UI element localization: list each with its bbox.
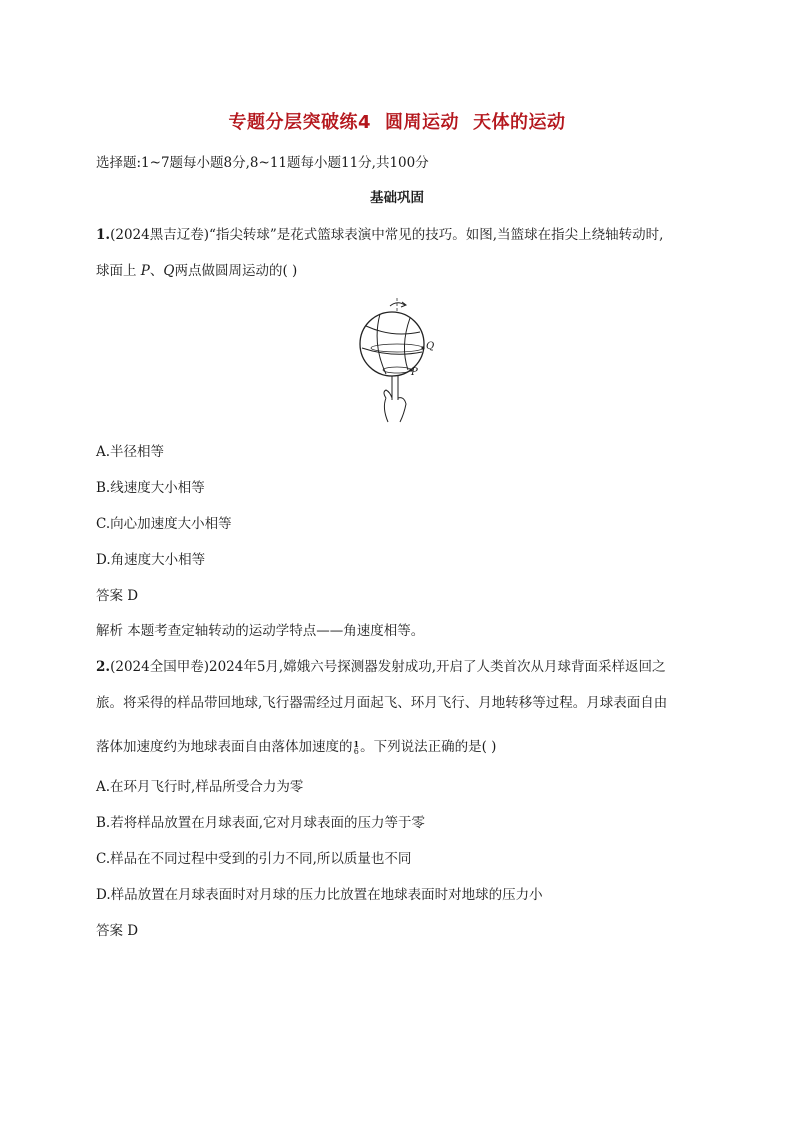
q2-option-a: A.在环月飞行时,样品所受合力为零: [96, 779, 304, 795]
q2-stem-text-3a: 落体加速度约为地球表面自由落体加速度的: [96, 739, 353, 755]
hand: [384, 390, 406, 422]
q2-option-c: C.样品在不同过程中受到的引力不同,所以质量也不同: [96, 851, 412, 867]
q1-option-c: C.向心加速度大小相等: [96, 516, 232, 532]
page-title: [0, 108, 794, 134]
finger: [392, 376, 398, 400]
basketball-spin-figure: [352, 296, 442, 424]
fraction-numerator: 1: [353, 738, 360, 749]
var-q: Q: [163, 263, 175, 279]
title-part-3: 天体的运动: [473, 112, 566, 133]
q2-stem-line-2: 旅。将采得的样品带回地球,飞行器需经过月面起飞、环月飞行、月地转移等过程。月球表面自由: [96, 695, 668, 711]
q1-stem-text-2a: 球面上: [96, 263, 141, 279]
fraction-denominator: 6: [353, 746, 359, 756]
q1-stem-text-1: (2024黑吉辽卷)“指尖转球”是花式篮球表演中常见的技巧。如图,当篮球在指尖上绕轴转动时,: [110, 227, 664, 243]
q1-option-d: D.角速度大小相等: [96, 552, 206, 568]
q2-stem-line-3: [96, 738, 496, 756]
label-p: P: [411, 367, 418, 378]
q2-option-b: B.若将样品放置在月球表面,它对月球表面的压力等于零: [96, 815, 426, 831]
q2-option-d: D.样品放置在月球表面时对月球的压力比放置在地球表面时对地球的压力小: [96, 887, 543, 903]
q2-stem-text-3b: 。下列说法正确的是( ): [360, 739, 497, 755]
q1-number: 1.: [96, 227, 111, 243]
label-q: Q: [426, 341, 435, 352]
q1-option-b: B.线速度大小相等: [96, 480, 205, 496]
rotation-arrow: [390, 303, 405, 306]
q1-stem-line-2: [96, 262, 297, 280]
title-part-2: 圆周运动: [385, 112, 460, 133]
q1-sep: 、: [149, 263, 164, 279]
fraction-one-sixth: [354, 740, 360, 756]
q1-analysis: 解析 本题考查定轴转动的运动学特点——角速度相等。: [96, 623, 425, 639]
q1-option-a: A.半径相等: [96, 444, 165, 460]
q2-answer: 答案 D: [96, 923, 139, 939]
section-heading: 基础巩固: [370, 190, 424, 206]
q2-stem-text-1: (2024全国甲卷)2024年5月,嫦娥六号探测器发射成功,开启了人类首次从月球背面采样返回之: [110, 659, 666, 675]
q1-stem-line-1: [96, 226, 663, 244]
title-part-1: 专题分层突破练4: [228, 112, 372, 133]
point-q: [421, 346, 424, 349]
scoring-info: 选择题:1~7题每小题8分,8~11题每小题11分,共100分: [96, 155, 429, 171]
q2-stem-line-1: [96, 658, 666, 676]
q2-number: 2.: [96, 659, 111, 675]
var-p: P: [140, 263, 150, 279]
q1-answer: 答案 D: [96, 588, 139, 604]
q1-stem-text-2b: 两点做圆周运动的( ): [174, 263, 298, 279]
